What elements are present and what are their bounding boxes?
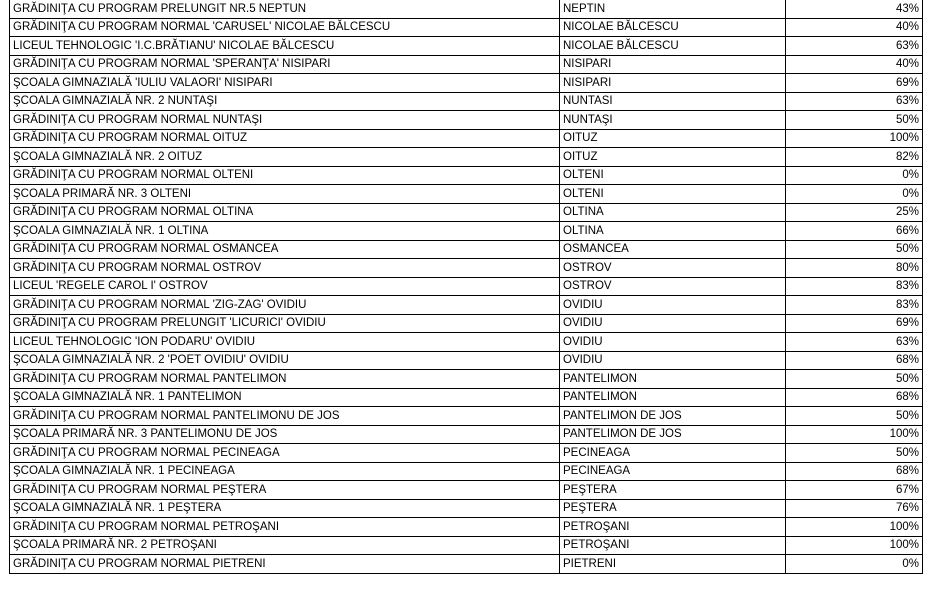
- locality-cell[interactable]: NUNTASI: [560, 92, 786, 111]
- table-row: [10, 55, 923, 74]
- locality-cell[interactable]: PEŞTERA: [560, 499, 786, 518]
- school-name-cell[interactable]: GRĂDINIŢA CU PROGRAM PRELUNGIT NR.5 NEPTUN: [10, 0, 560, 18]
- percent-cell[interactable]: 50%: [786, 407, 923, 426]
- table-row: [10, 92, 923, 111]
- locality-cell[interactable]: OITUZ: [560, 129, 786, 148]
- locality-cell[interactable]: OSMANCEA: [560, 240, 786, 259]
- percent-cell[interactable]: 43%: [786, 0, 923, 18]
- locality-cell[interactable]: OITUZ: [560, 148, 786, 167]
- table-row: [10, 37, 923, 56]
- percent-cell[interactable]: 100%: [786, 536, 923, 555]
- table-row: [10, 222, 923, 241]
- percent-cell[interactable]: 0%: [786, 555, 923, 574]
- locality-cell[interactable]: OLTENI: [560, 185, 786, 204]
- table-row: [10, 444, 923, 463]
- locality-cell[interactable]: NICOLAE BĂLCESCU: [560, 37, 786, 56]
- school-name-cell[interactable]: GRĂDINIŢA CU PROGRAM NORMAL 'ZIG-ZAG' OVIDIU: [10, 296, 560, 315]
- percent-cell[interactable]: 100%: [786, 425, 923, 444]
- percent-cell[interactable]: 69%: [786, 74, 923, 93]
- table-row: [10, 18, 923, 37]
- school-name-cell[interactable]: ŞCOALA PRIMARĂ NR. 2 PETROŞANI: [10, 536, 560, 555]
- school-name-cell[interactable]: ŞCOALA GIMNAZIALĂ NR. 1 OLTINA: [10, 222, 560, 241]
- table-row: [10, 518, 923, 537]
- percent-cell[interactable]: 83%: [786, 277, 923, 296]
- school-name-cell[interactable]: LICEUL TEHNOLOGIC 'ION PODARU' OVIDIU: [10, 333, 560, 352]
- table-row: [10, 203, 923, 222]
- locality-cell[interactable]: OLTENI: [560, 166, 786, 185]
- locality-cell[interactable]: PIETRENI: [560, 555, 786, 574]
- locality-cell[interactable]: NICOLAE BĂLCESCU: [560, 18, 786, 37]
- locality-cell[interactable]: NUNTAŞI: [560, 111, 786, 130]
- table-row: [10, 259, 923, 278]
- table-row: [10, 388, 923, 407]
- locality-cell[interactable]: OVIDIU: [560, 333, 786, 352]
- table-row: [10, 407, 923, 426]
- locality-cell[interactable]: OLTINA: [560, 222, 786, 241]
- locality-cell[interactable]: OVIDIU: [560, 314, 786, 333]
- table-row: [10, 499, 923, 518]
- percent-cell[interactable]: 50%: [786, 111, 923, 130]
- table-row: [10, 296, 923, 315]
- locality-cell[interactable]: PANTELIMON: [560, 388, 786, 407]
- school-name-cell[interactable]: ŞCOALA GIMNAZIALĂ NR. 1 PEŞTERA: [10, 499, 560, 518]
- school-name-cell[interactable]: LICEUL 'REGELE CAROL I' OSTROV: [10, 277, 560, 296]
- locality-cell[interactable]: PANTELIMON: [560, 370, 786, 389]
- percent-cell[interactable]: 50%: [786, 444, 923, 463]
- locality-cell[interactable]: PECINEAGA: [560, 444, 786, 463]
- school-name-cell[interactable]: ŞCOALA PRIMARĂ NR. 3 PANTELIMONU DE JOS: [10, 425, 560, 444]
- table-row: [10, 111, 923, 130]
- table-row: [10, 333, 923, 352]
- locality-cell[interactable]: NISIPARI: [560, 55, 786, 74]
- school-name-cell[interactable]: GRĂDINIŢA CU PROGRAM NORMAL OITUZ: [10, 129, 560, 148]
- percent-cell[interactable]: 68%: [786, 388, 923, 407]
- table-row: [10, 277, 923, 296]
- locality-cell[interactable]: PETROŞANI: [560, 518, 786, 537]
- percent-cell[interactable]: 63%: [786, 333, 923, 352]
- locality-cell[interactable]: OVIDIU: [560, 351, 786, 370]
- locality-cell[interactable]: OSTROV: [560, 259, 786, 278]
- school-name-cell[interactable]: GRĂDINIŢA CU PROGRAM NORMAL PETROŞANI: [10, 518, 560, 537]
- school-name-cell[interactable]: GRĂDINIŢA CU PROGRAM PRELUNGIT 'LICURICI' OVIDIU: [10, 314, 560, 333]
- table-row: [10, 462, 923, 481]
- school-name-cell[interactable]: ŞCOALA GIMNAZIALĂ NR. 2 NUNTAŞI: [10, 92, 560, 111]
- percent-cell[interactable]: 63%: [786, 92, 923, 111]
- table-row: [10, 129, 923, 148]
- locality-cell[interactable]: PECINEAGA: [560, 462, 786, 481]
- school-name-cell[interactable]: ŞCOALA GIMNAZIALĂ NR. 1 PECINEAGA: [10, 462, 560, 481]
- school-name-cell[interactable]: ŞCOALA PRIMARĂ NR. 3 OLTENI: [10, 185, 560, 204]
- school-name-cell[interactable]: ŞCOALA GIMNAZIALĂ NR. 2 'POET OVIDIU' OVIDIU: [10, 351, 560, 370]
- locality-cell[interactable]: OVIDIU: [560, 296, 786, 315]
- locality-cell[interactable]: PANTELIMON DE JOS: [560, 425, 786, 444]
- school-name-cell[interactable]: GRĂDINIŢA CU PROGRAM NORMAL PANTELIMONU DE JOS: [10, 407, 560, 426]
- table-row: [10, 185, 923, 204]
- percent-cell[interactable]: 80%: [786, 259, 923, 278]
- percent-cell[interactable]: 82%: [786, 148, 923, 167]
- percent-cell[interactable]: 68%: [786, 462, 923, 481]
- school-name-cell[interactable]: GRĂDINIŢA CU PROGRAM NORMAL PIETRENI: [10, 555, 560, 574]
- table-row: [10, 148, 923, 167]
- percent-cell[interactable]: 63%: [786, 37, 923, 56]
- percent-cell[interactable]: 40%: [786, 18, 923, 37]
- locality-cell[interactable]: PETROŞANI: [560, 536, 786, 555]
- schools-table: [9, 0, 923, 574]
- table-row: [10, 370, 923, 389]
- table-row: [10, 0, 923, 18]
- locality-cell[interactable]: OLTINA: [560, 203, 786, 222]
- percent-cell[interactable]: 69%: [786, 314, 923, 333]
- table-row: [10, 481, 923, 500]
- table-row: [10, 166, 923, 185]
- locality-cell[interactable]: NEPTIN: [560, 0, 786, 18]
- school-name-cell[interactable]: GRĂDINIŢA CU PROGRAM NORMAL PEŞTERA: [10, 481, 560, 500]
- table-row: [10, 74, 923, 93]
- percent-cell[interactable]: 50%: [786, 370, 923, 389]
- school-name-cell[interactable]: GRĂDINIŢA CU PROGRAM NORMAL NUNTAŞI: [10, 111, 560, 130]
- school-name-cell[interactable]: GRĂDINIŢA CU PROGRAM NORMAL 'SPERANŢA' NISIPARI: [10, 55, 560, 74]
- percent-cell[interactable]: 76%: [786, 499, 923, 518]
- table-row: [10, 536, 923, 555]
- percent-cell[interactable]: 100%: [786, 518, 923, 537]
- school-name-cell[interactable]: GRĂDINIŢA CU PROGRAM NORMAL OSMANCEA: [10, 240, 560, 259]
- percent-cell[interactable]: 83%: [786, 296, 923, 315]
- table-row: [10, 314, 923, 333]
- school-name-cell[interactable]: ŞCOALA GIMNAZIALĂ 'IULIU VALAORI' NISIPARI: [10, 74, 560, 93]
- locality-cell[interactable]: OSTROV: [560, 277, 786, 296]
- school-name-cell[interactable]: GRĂDINIŢA CU PROGRAM NORMAL PECINEAGA: [10, 444, 560, 463]
- percent-cell[interactable]: 50%: [786, 240, 923, 259]
- school-name-cell[interactable]: GRĂDINIŢA CU PROGRAM NORMAL OLTENI: [10, 166, 560, 185]
- school-name-cell[interactable]: LICEUL TEHNOLOGIC 'I.C.BRĂTIANU' NICOLAE BĂLCESCU: [10, 37, 560, 56]
- percent-cell[interactable]: 0%: [786, 166, 923, 185]
- locality-cell[interactable]: PEŞTERA: [560, 481, 786, 500]
- percent-cell[interactable]: 25%: [786, 203, 923, 222]
- school-name-cell[interactable]: ŞCOALA GIMNAZIALĂ NR. 2 OITUZ: [10, 148, 560, 167]
- school-name-cell[interactable]: GRĂDINIŢA CU PROGRAM NORMAL 'CARUSEL' NICOLAE BĂLCESCU: [10, 18, 560, 37]
- percent-cell[interactable]: 68%: [786, 351, 923, 370]
- locality-cell[interactable]: PANTELIMON DE JOS: [560, 407, 786, 426]
- table-body: [10, 0, 923, 573]
- table-row: [10, 240, 923, 259]
- school-name-cell[interactable]: GRĂDINIŢA CU PROGRAM NORMAL OSTROV: [10, 259, 560, 278]
- table-row: [10, 425, 923, 444]
- percent-cell[interactable]: 100%: [786, 129, 923, 148]
- percent-cell[interactable]: 0%: [786, 185, 923, 204]
- school-name-cell[interactable]: GRĂDINIŢA CU PROGRAM NORMAL PANTELIMON: [10, 370, 560, 389]
- table-row: [10, 351, 923, 370]
- school-name-cell[interactable]: ŞCOALA GIMNAZIALĂ NR. 1 PANTELIMON: [10, 388, 560, 407]
- school-name-cell[interactable]: GRĂDINIŢA CU PROGRAM NORMAL OLTINA: [10, 203, 560, 222]
- percent-cell[interactable]: 67%: [786, 481, 923, 500]
- percent-cell[interactable]: 40%: [786, 55, 923, 74]
- table-row: [10, 555, 923, 574]
- locality-cell[interactable]: NISIPARI: [560, 74, 786, 93]
- spreadsheet-grid: [9, 0, 923, 574]
- percent-cell[interactable]: 66%: [786, 222, 923, 241]
